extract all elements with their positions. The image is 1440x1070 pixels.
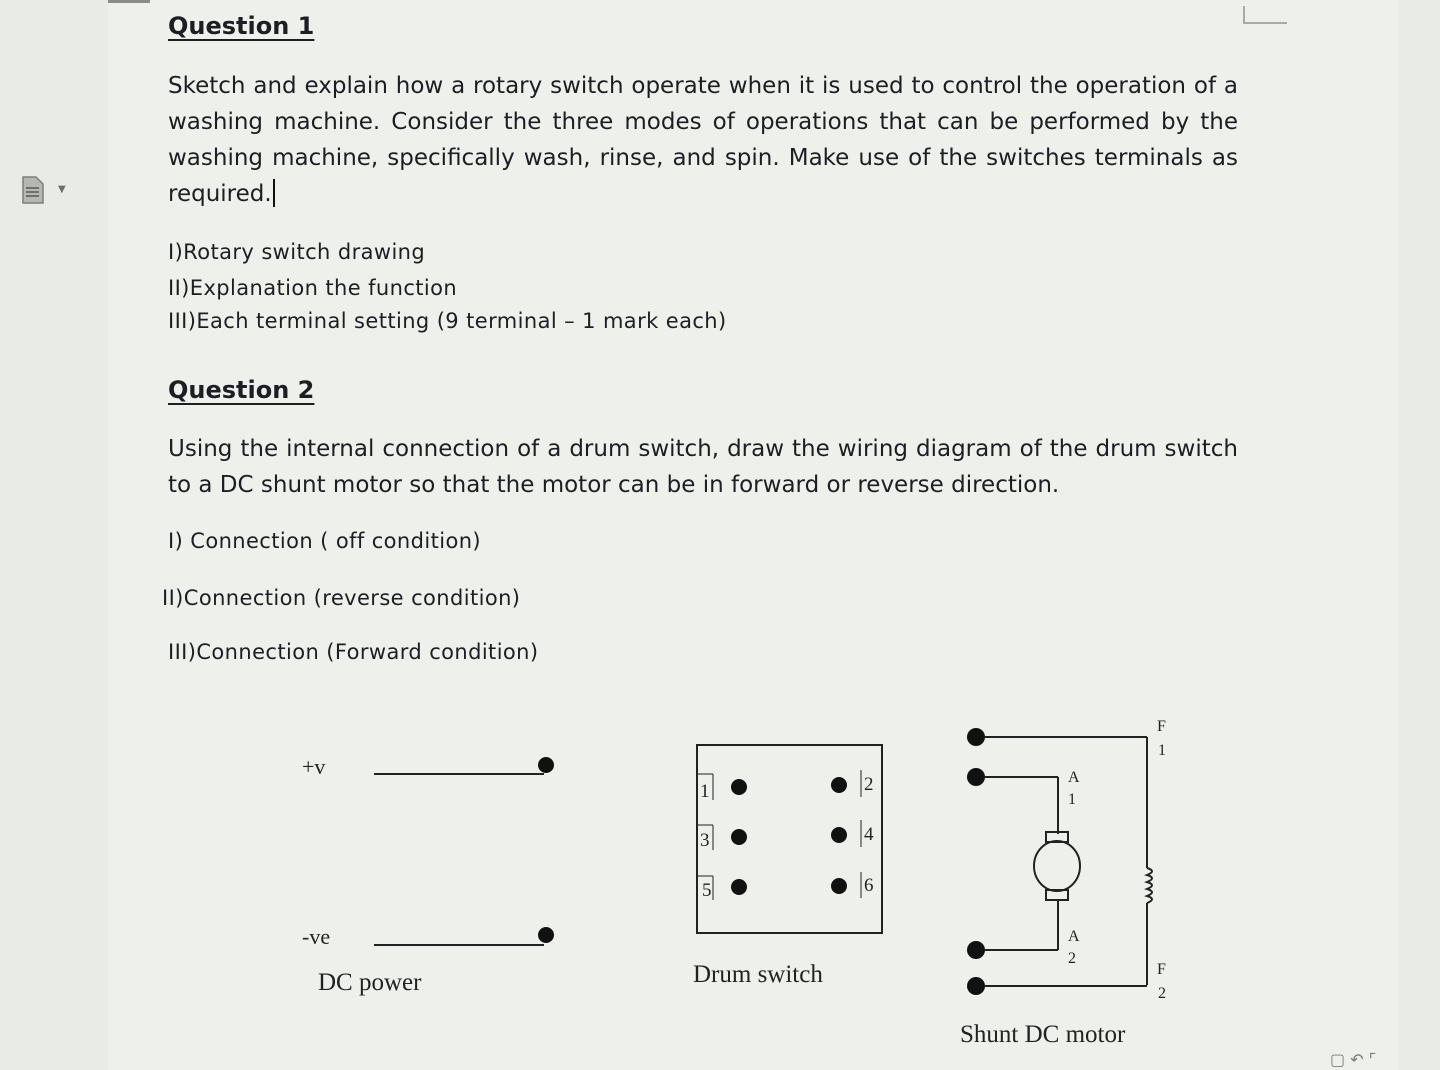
question-2-item-3: III)Connection (Forward condition) <box>168 640 539 664</box>
question-1-item-1: I)Rotary switch drawing <box>168 240 426 264</box>
terminal-1-label: 1 <box>700 781 710 802</box>
dc-power-source <box>302 754 554 996</box>
question-2-item-2: II)Connection (reverse condition) <box>162 586 521 610</box>
question-1-item-3: III)Each terminal setting (9 terminal – 1 mark each) <box>168 309 727 333</box>
armature <box>1034 841 1080 891</box>
question-1-body: Sketch and explain how a rotary switch operate when it is used to control the operation of a washing machine. Consider the three modes of operations that can be performed by the washing machine, specifically wash, rinse, and spin. Make use of the switches terminals as required. <box>168 73 1238 207</box>
motor-terminal-f1 <box>967 728 985 746</box>
question-2-heading: Question 2 <box>168 376 315 404</box>
terminal-4 <box>831 827 847 843</box>
a1-label-bottom: 1 <box>1068 791 1076 808</box>
terminal-3-label: 3 <box>700 830 710 851</box>
drum-switch-caption: Drum switch <box>693 961 823 988</box>
negative-label: -ve <box>302 924 331 949</box>
question-1-heading: Question 1 <box>168 12 315 40</box>
motor-caption: Shunt DC motor <box>960 1021 1126 1048</box>
terminal-6 <box>831 878 847 894</box>
terminal-3 <box>731 829 747 845</box>
terminal-2-label: 2 <box>864 774 874 795</box>
a2-label-top: A <box>1068 928 1080 945</box>
positive-terminal <box>538 757 554 773</box>
negative-terminal <box>538 927 554 943</box>
terminal-5-label: 5 <box>702 880 712 901</box>
shunt-dc-motor <box>960 718 1166 1048</box>
motor-terminal-f2 <box>967 977 985 995</box>
question-2-text: Using the internal connection of a drum switch, draw the wiring diagram of the drum switch to a DC shunt motor so that the motor can be in forward or reverse direction. <box>168 436 1238 498</box>
f2-label-bottom: 2 <box>1158 985 1166 1002</box>
terminal-5 <box>731 879 747 895</box>
motor-terminal-a2 <box>967 941 985 959</box>
f1-label-top: F <box>1157 718 1166 735</box>
drum-switch <box>693 745 882 988</box>
terminal-2 <box>831 777 847 793</box>
f1-label-bottom: 1 <box>1158 742 1166 759</box>
terminal-6-label: 6 <box>864 875 874 896</box>
positive-label: +v <box>302 754 326 779</box>
terminal-1 <box>731 779 747 795</box>
motor-terminal-a1 <box>967 768 985 786</box>
f2-label-top: F <box>1157 961 1166 978</box>
dc-power-caption: DC power <box>318 969 422 996</box>
field-coil <box>1147 868 1152 903</box>
question-2-item-1: I) Connection ( off condition) <box>168 529 482 553</box>
question-1-item-2: II)Explanation the function <box>168 276 458 300</box>
a1-label-top: A <box>1068 769 1080 786</box>
terminal-4-label: 4 <box>864 824 874 845</box>
a2-label-bottom: 2 <box>1068 950 1076 967</box>
status-bar-icons: ▢ ↶ ⌜ <box>1330 1050 1377 1069</box>
chevron-down-icon[interactable]: ▼ <box>58 184 66 195</box>
